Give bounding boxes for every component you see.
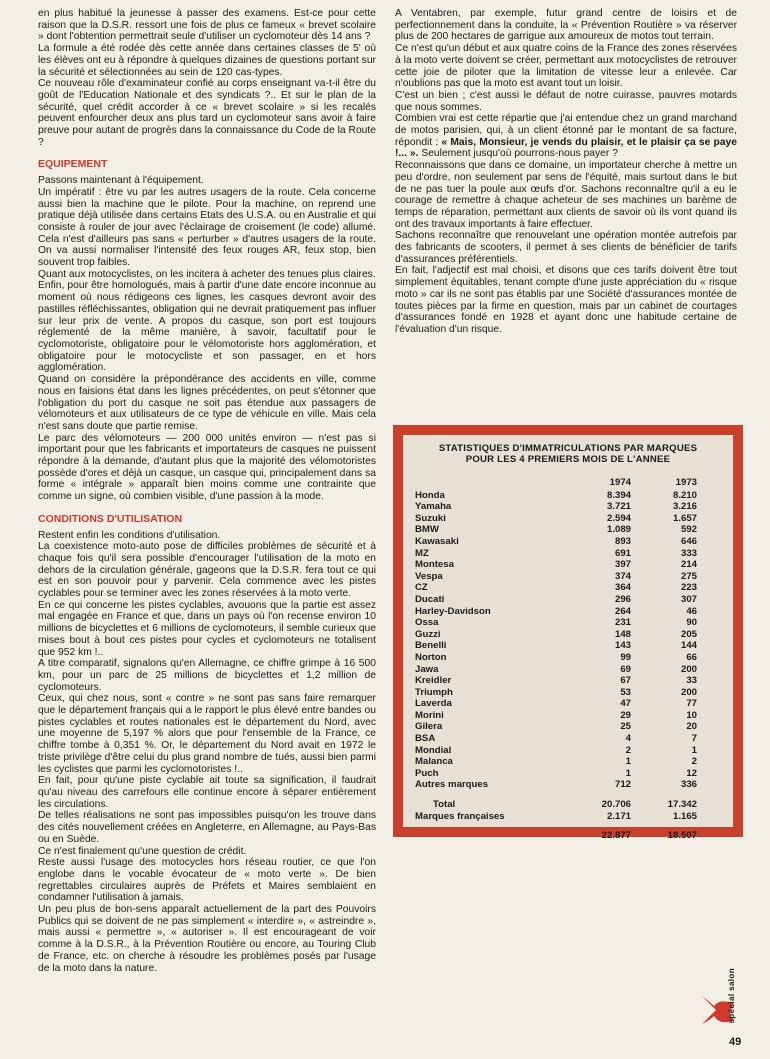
table-row: [415, 548, 721, 560]
table-body: [415, 490, 721, 791]
stats-table-frame: [393, 425, 743, 842]
brand-name: Laverda: [415, 698, 452, 710]
spacer: [415, 822, 721, 830]
paragraph: Reconnaissons que dans ce domaine, un importateur cherche à mettre un peu d'ordre, non seulement par sens de l'équité, mais surtout dans le but de ne pas tuer la poule aux œufs d'or. Sachons reconnaître qu'il a eu le courage de remettre à chaque acheteur de ses machines un barème de temps de réparation, permettant aux clients de savoir où ils vont quand ils ont des travaux importants à faire effectuer.: [395, 160, 737, 230]
grand-1973: 18.507: [667, 830, 697, 842]
header-spacer: [415, 477, 565, 489]
paragraph: C'est un bien ; c'est aussi le défaut de notre cuirasse, pauvres motards que nous sommes.: [395, 89, 737, 113]
table-row: [415, 745, 721, 757]
value-1974: 3.721: [606, 501, 631, 513]
value-1973: 8.210: [672, 489, 697, 501]
value-1973: 223: [680, 582, 697, 594]
column-header-1974: 1974: [609, 477, 631, 488]
table-row: [415, 687, 721, 699]
spacer: [415, 791, 721, 799]
total-1973: 17.342: [667, 799, 697, 811]
value-1974: 8.394: [606, 489, 631, 501]
table-row: [415, 768, 721, 780]
paragraph: Ce nouveau rôle d'examinateur confié au corps enseignant va-t-il être du goût de l'Education Nationale et des syndicats ?.. Et sur le plan de la sécurité, quel crédit accorder à ce « brevet scolaire » si les recalés peuvent enfourcher deux ans plus tard un cyclomoteur sans avoir à faire preuve pour autant de progrès dans la connaissance du Code de la Route ?: [38, 78, 376, 148]
brand-name: Honda: [415, 489, 445, 501]
brand-name: Kawasaki: [415, 535, 459, 547]
value-1974: 374: [614, 570, 631, 582]
value-1973: 2: [691, 756, 697, 768]
table-row: [415, 606, 721, 618]
left-column: [38, 8, 376, 974]
table-row: [415, 501, 721, 513]
value-1974: 712: [614, 779, 631, 791]
francaises-1974: 2.171: [606, 810, 631, 822]
brand-name: Harley-Davidson: [415, 605, 491, 617]
table-row: [415, 779, 721, 791]
paragraph: Quand on considère la prépondérance des accidents en ville, comme nous en faisions état dans les lignes précédentes, on peut s'étonner que l'obligation du port du casque ne soit pas étendue aux passagers de vélomoteurs et aux utilisateurs de ce type de véhicule en ville. Mais cela n'est sans doute que partie remise.: [38, 374, 376, 432]
value-1973: 20: [686, 721, 697, 733]
paragraph: Ce n'est finalement qu'une question de crédit.: [38, 845, 247, 857]
table-row: [415, 513, 721, 525]
value-1973: 1.657: [672, 512, 697, 524]
value-1974: 2.594: [606, 512, 631, 524]
paragraph: La formule a été rodée dès cette année dans certaines classes de 5' où les élèves ont eu à répondre à quelques dizaines de questions portant sur la sécurité et sélectionnées au sein de 120 cas-types.: [38, 43, 376, 78]
right-column: [395, 8, 737, 336]
brand-name: Jawa: [415, 663, 439, 675]
brand-name: Mondial: [415, 744, 452, 756]
paragraph: Un impératif : être vu par les autres usagers de la route. Cela concerne aussi bien la machine que le pilote. Pour la machine, on reprend une pratique déjà utilisée dans certains Etats des U.S.A. ou en Australie et qui consiste à rouler de jour avec l'éclairage de croisement (le code) allumé. Cela n'est d'ailleurs pas sans « perturber » d'autres usagers de la route. On va aussi normaliser l'intensité des feux rouges AR, feux stop, bien souvent trop faibles.: [38, 186, 376, 269]
table-row: [415, 664, 721, 676]
value-1973: 205: [680, 628, 697, 640]
paragraph: A Ventabren, par exemple, futur grand centre de loisirs et de perfectionnement dans la conduite, la « Prévention Routière » va réserver plus de 200 hectares de garrigue aux amoureux de motos tout terrain.: [395, 8, 737, 43]
paragraph: [395, 113, 737, 160]
value-1974: 296: [614, 593, 631, 605]
value-1974: 99: [620, 651, 631, 663]
paragraph: Passons maintenant à l'équipement.: [38, 175, 204, 187]
value-1973: 275: [680, 570, 697, 582]
value-1974: 1: [625, 756, 631, 768]
total-label: Total: [433, 799, 456, 811]
brand-name: MZ: [415, 547, 429, 559]
value-1974: 143: [614, 640, 631, 652]
grand-1974: 22.877: [601, 830, 631, 842]
table-row: [415, 675, 721, 687]
brand-name: Puch: [415, 767, 439, 779]
paragraph: En fait, pour qu'une piste cyclable ait toute sa signification, il faudrait qu'au niveau des carrefours elle continue encore à séparer entièrement les circulations.: [38, 775, 376, 810]
brand-name: Triumph: [415, 686, 453, 698]
table-header-row: [415, 477, 721, 489]
francaises-1973: 1.165: [672, 810, 697, 822]
value-1973: 592: [680, 524, 697, 536]
stats-table: [403, 435, 733, 842]
paragraph: A titre comparatif, signalons qu'en Allemagne, ce chiffre grimpe à 16 500 km, pour un parc de 25 millions de bicyclettes et 1,2 million de cyclomoteurs.: [38, 658, 376, 693]
paragraph: En ce qui concerne les pistes cyclables, avouons que la partie est assez mal engagée en France et que, dans un pays où l'on recense environ 10 millions de bicyclettes et 6 millions de cyclomoteurs, il semble curieux que mises bout à bout ces pistes pour cycles et cyclomoteurs ne totalisent que 952 km !..: [38, 599, 376, 658]
value-1974: 67: [620, 675, 631, 687]
special-salon-label: spécial salon: [727, 968, 736, 1024]
francaises-label: Marques françaises: [415, 810, 505, 822]
paragraph: en plus habitué la jeunesse à passer des examens. Est-ce pour cette raison que la D.S.R. ressort une fois de plus ce fameux « brevet scolaire » dont l'obtention permettrait seule d'utiliser un cyclomoteur dès 14 ans ?: [38, 8, 376, 43]
table-row: [415, 710, 721, 722]
value-1974: 4: [625, 733, 631, 745]
value-1973: 77: [686, 698, 697, 710]
brand-name: Autres marques: [415, 779, 489, 791]
table-row: [415, 594, 721, 606]
value-1974: 893: [614, 535, 631, 547]
value-1973: 1: [691, 744, 697, 756]
value-1974: 2: [625, 744, 631, 756]
brand-name: Benelli: [415, 640, 447, 652]
quote-bold: « Mais, Monsieur, je vends du plaisir, et le plaisir ça se paye !... ».: [395, 136, 738, 160]
brand-name: Vespa: [415, 570, 443, 582]
brand-name: Ossa: [415, 617, 439, 629]
brand-name: Kreidler: [415, 675, 452, 687]
brand-name: Morini: [415, 709, 444, 721]
paragraph: De telles réalisations ne sont pas impossibles puisqu'on les trouve dans des cités nouvellement créées en Angleterre, en Allemagne, au Pays-Bas ou en Suède.: [38, 810, 376, 845]
paragraph: Restent enfin les conditions d'utilisation.: [38, 529, 221, 541]
table-row: [415, 571, 721, 583]
table-row-total: [415, 799, 721, 811]
paragraph: Un peu plus de bon-sens apparaît actuellement de la part des Pouvoirs Publics qui se doivent de ne pas simplement « interdire », « astreindre », mais aussi « permettre », « autoriser ». Il est encourageant de voir comme à la D.S.R., à la Prévention Routière ou encore, au Touring Club de France, etc. on cherche à résoudre les problèmes posés par l'usage de la moto dans la nature.: [38, 904, 376, 974]
value-1974: 1: [625, 767, 631, 779]
stats-table-title: [415, 443, 721, 465]
value-1974: 264: [614, 605, 631, 617]
paragraph: En fait, l'adjectif est mal choisi, et disons que ces tarifs doivent être tout simplement équitables, tenant compte d'une juste appréciation du « risque moto » car ils ne sont pas établis par une Société d'assurances montée de toutes pièces par la firme en question, mais par un cabinet de courtages d'assurances fondé en 1928 et ayant donc une habitude certaine de l'évaluation d'un risque.: [395, 265, 737, 335]
brand-name: Yamaha: [415, 501, 452, 513]
brand-name: Montesa: [415, 559, 454, 571]
table-row: [415, 536, 721, 548]
paragraph: Sachons reconnaître que renouvelant une opération montée autrefois par des fabricants de scooters, il permet à ses clients de bénéficier de tarifs d'assurances préférentiels.: [395, 230, 737, 265]
total-1974: 20.706: [601, 799, 631, 811]
paragraph: Ceux, qui chez nous, sont « contre » ne sont pas sans faire remarquer que le département français qui a le rapport le plus élevé entre bandes ou pistes cyclables et routes nationales est le département du Nord, avec une moyenne de 5,197 % alors que pour l'ensemble de la France, ce chiffre tombe à 0,351 %. Or, le département du Nord avait en 1972 le triste privilège d'être celui du plus grand nombre de tués, aussi bien parmi les cyclistes que parmi les cyclomotoristes !..: [38, 693, 376, 775]
column-header-1973: 1973: [675, 477, 697, 488]
value-1973: 12: [686, 767, 697, 779]
brand-name: Ducati: [415, 593, 445, 605]
paragraph: Le parc des vélomoteurs — 200 000 unités environ — n'est pas si important pour que les fabricants et importateurs de casques ne puissent répondre à la demande, d'autant plus que la majorité des vélomotoristes possède d'ores et déjà un casque, un casque qui, principalement dans sa forme « intégrale » apparaît bien moins comme une contrainte que comme un signe, où combien visible, d'une passion à la mode.: [38, 432, 376, 503]
value-1973: 646: [680, 535, 697, 547]
grand-spacer: [415, 830, 565, 842]
brand-name: Guzzi: [415, 628, 441, 640]
section-heading-equipement: EQUIPEMENT: [38, 158, 108, 171]
value-1974: 53: [620, 686, 631, 698]
paragraph: Quant aux motocyclistes, on les incitera à acheter des tenues plus claires.: [38, 268, 376, 280]
value-1974: 397: [614, 559, 631, 571]
table-row: [415, 733, 721, 745]
brand-name: Malanca: [415, 756, 453, 768]
paragraph: Enfin, pour être homologués, mais à partir d'une date encore inconnue au moment où nous rédigeons ces lignes, les casques devront avoir des pastilles réfléchissantes, obligation qui ne devrait pratiquement pas influer sur leur prix de vente. A propos du casque, son port est toujours réglementé de la même manière, à savoir, facultatif pour le cyclomotoriste, obligatoire pour le vélomotoriste hors agglomération, et obligatoire pour le motocycliste et son passager, en et hors agglomération.: [38, 280, 376, 374]
paragraph: Ce n'est qu'un début et aux quatre coins de la France des zones réservées à la moto verte doivent se créer, permettant aux motocyclistes de retrouver cette joie de piloter que la limitation de vitesse leur a enlevée. Car n'oublions pas que la moto est avant tout un loisir.: [395, 43, 737, 90]
brand-name: BSA: [415, 733, 436, 745]
brand-name: CZ: [415, 582, 428, 594]
table-row: [415, 721, 721, 733]
table-row: [415, 756, 721, 768]
paragraph: Reste aussi l'usage des motocycles hors réseau routier, ce que l'on englobe dans le vocable évocateur de « moto verte ». De bien regrettables circulaires auprès de Préfets et Maires semblaient en condamner l'utilisation à jamais.: [38, 857, 376, 904]
value-1973: 144: [680, 640, 697, 652]
table-row: [415, 652, 721, 664]
value-1973: 307: [680, 593, 697, 605]
table-row: [415, 629, 721, 641]
table-row: [415, 617, 721, 629]
value-1974: 29: [620, 709, 631, 721]
value-1974: 691: [614, 547, 631, 559]
table-row: [415, 640, 721, 652]
value-1973: 90: [686, 617, 697, 629]
table-row: [415, 582, 721, 594]
value-1973: 200: [680, 686, 697, 698]
value-1974: 25: [620, 721, 631, 733]
table-row: [415, 524, 721, 536]
table-row: [415, 559, 721, 571]
value-1973: 336: [680, 779, 697, 791]
table-row-grand-total: [415, 830, 721, 842]
value-1974: 47: [620, 698, 631, 710]
value-1973: 200: [680, 663, 697, 675]
section-heading-conditions: CONDITIONS D'UTILISATION: [38, 512, 183, 525]
value-1973: 10: [686, 709, 697, 721]
value-1973: 66: [686, 651, 697, 663]
value-1974: 1.089: [606, 524, 631, 536]
table-row: [415, 490, 721, 502]
brand-name: Gilera: [415, 721, 443, 733]
table-row: [415, 698, 721, 710]
brand-name: Norton: [415, 651, 447, 663]
value-1973: 333: [680, 547, 697, 559]
brand-name: BMW: [415, 524, 439, 536]
value-1973: 3.216: [672, 501, 697, 513]
value-1974: 231: [614, 617, 631, 629]
table-row-francaises: [415, 811, 721, 823]
value-1974: 364: [614, 582, 631, 594]
value-1973: 214: [680, 559, 697, 571]
value-1974: 69: [620, 663, 631, 675]
text-span: Seulement jusqu'où pourrons-nous payer ?: [418, 148, 618, 160]
value-1974: 148: [614, 628, 631, 640]
brand-name: Suzuki: [415, 512, 446, 524]
title-line: STATISTIQUES D'IMMATRICULATIONS PAR MARQUES: [438, 443, 698, 454]
value-1973: 33: [686, 675, 697, 687]
value-1973: 7: [691, 733, 697, 745]
value-1973: 46: [686, 605, 697, 617]
paragraph: La coexistence moto-auto pose de difficiles problèmes de sécurité et à chaque fois qu'il sera possible d'encourager l'utilisation de la moto en dehors de la circulation générale, gageons que la D.S.R. fera tout ce qui est en son pouvoir pour y parvenir. Cela commence avec les pistes cyclables pour se terminer avec les zones réservées à la moto verte.: [38, 541, 376, 600]
page-number: 49: [729, 1036, 742, 1048]
text-span: Combien vrai est cette répartie que j'ai entendue chez un grand marchand de motos parisien, qui, à un client étonné par le montant de sa facture, répondit :: [395, 113, 737, 148]
title-line: POUR LES 4 PREMIERS MOIS DE L'ANNEE: [465, 454, 671, 465]
